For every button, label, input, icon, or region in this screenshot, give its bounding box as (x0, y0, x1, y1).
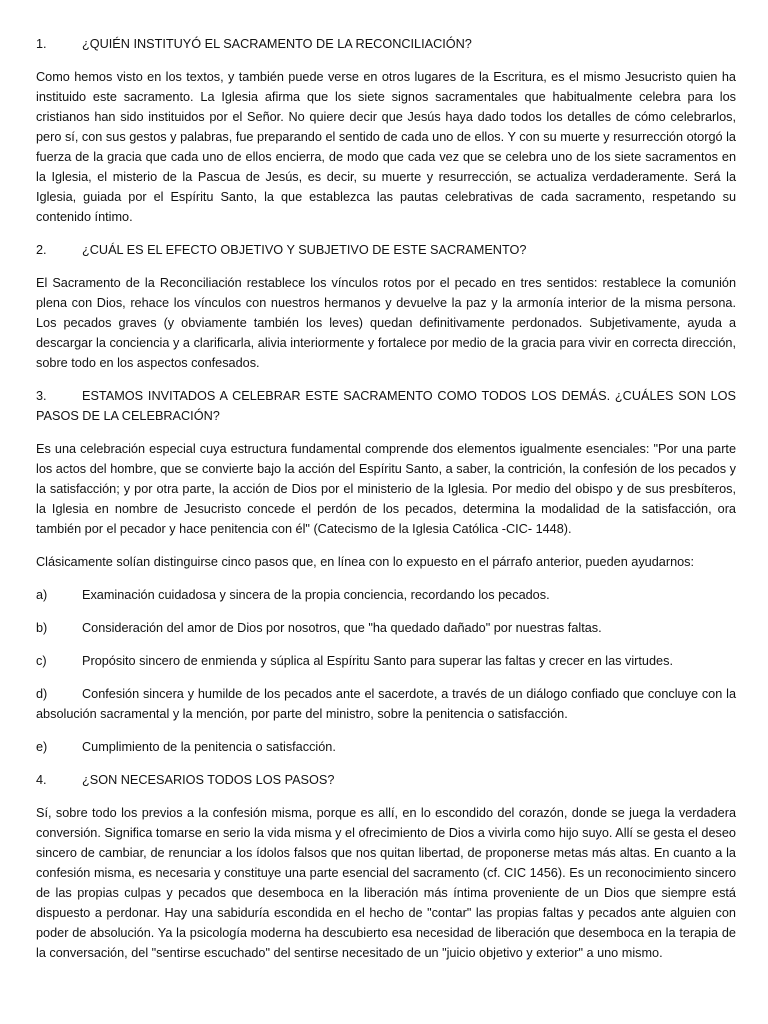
section-title: ¿CUÁL ES EL EFECTO OBJETIVO Y SUBJETIVO DE ESTE SACRAMENTO? (82, 243, 527, 257)
step-marker: c) (36, 654, 47, 668)
section-1-paragraph: Como hemos visto en los textos, y también puede verse en otros lugares de la Escritura, es el mismo Jesucristo quien ha instituido este sacramento. La Iglesia afirma que los siete signos sacramentales que habitualmente celebra para los cristianos han sido instituidos por el Señor. No quiere decir que Jesús haya dado todos los detalles de cómo celebrarlos, pero sí, con sus gestos y palabras, fue preparando el sentido de cada uno de ellos. Y con su muerte y resurrección otorgó la fuerza de la gracia que cada uno de ellos encierra, de modo que cada vez que se celebra uno de los siete sacramentos en la Iglesia, el misterio de la Pascua de Jesús, es decir, su muerte y resurrección, se actualiza verdaderamente. Será la Iglesia, guiada por el Espíritu Santo, la que establezca las pautas celebrativas de cada sacramento, respetando su contenido íntimo. (36, 70, 736, 224)
section-4-heading (36, 770, 736, 790)
section-3-paragraph-2: Clásicamente solían distinguirse cinco pasos que, en línea con lo expuesto en el párrafo anterior, pueden ayudarnos: (36, 555, 695, 569)
section-number: 3. (36, 389, 47, 403)
step-text: Propósito sincero de enmienda y súplica al Espíritu Santo para superar las faltas y crecer en las virtudes. (82, 654, 673, 668)
step-marker: a) (36, 588, 48, 602)
section-3-paragraph-1: Es una celebración especial cuya estructura fundamental comprende dos elementos igualmente esenciales: "Por una parte los actos del hombre, que se convierte bajo la acción del Espíritu Santo, a saber, la contrición, la confesión de los pecados y la satisfacción; y por otra parte, la acción de Dios por el ministerio de la Iglesia. Por medio del obispo y de sus presbíteros, la Iglesia en nombre de Jesucristo concede el perdón de los pecados, determina la modalidad de la satisfacción, ora también por el pecador y hace penitencia con él" (Catecismo de la Iglesia Católica -CIC- 1448). (36, 442, 736, 536)
step-item-a (36, 585, 736, 605)
step-text: Consideración del amor de Dios por nosotros, que "ha quedado dañado" por nuestras faltas. (82, 621, 602, 635)
step-item-e (36, 737, 736, 757)
step-item-d (36, 684, 736, 724)
step-marker: d) (36, 687, 48, 701)
step-item-b (36, 618, 736, 638)
step-item-c (36, 651, 736, 671)
section-number: 1. (36, 37, 47, 51)
step-text: Cumplimiento de la penitencia o satisfacción. (82, 740, 336, 754)
section-1-heading (36, 34, 736, 54)
section-title: ¿QUIÉN INSTITUYÓ EL SACRAMENTO DE LA RECONCILIACIÓN? (82, 37, 472, 51)
section-2-heading (36, 240, 736, 260)
section-4-paragraph: Sí, sobre todo los previos a la confesión misma, porque es allí, en lo escondido del corazón, donde se juega la verdadera conversión. Significa tomarse en serio la vida misma y el ofrecimiento de Dios a vivirla como hijo suyo. Allí se gesta el deseo sincero de cambiar, de renunciar a los ídolos falsos que nos quitan libertad, de proponerse metas más altas. En cuanto a la confesión misma, es necesaria y constituye una parte esencial del sacramento (cf. CIC 1456). Es un reconocimiento sincero de las propias culpas y pecados que desemboca en la liberación más íntima proveniente de un Dios que siempre está dispuesto a perdonar. Hay una sabiduría escondida en el hecho de "contar" las propias faltas y pecados ante alguien con poder de absolución. Ya la psicología moderna ha descubierto esa necesidad de liberación que desemboca en la terapia de la conversación, del "sentirse escuchado" del sentirse necesitado de un "juicio objetivo y exterior" a uno mismo. (36, 806, 736, 960)
step-marker: b) (36, 621, 48, 635)
section-3-heading (36, 386, 736, 426)
section-title: ESTAMOS INVITADOS A CELEBRAR ESTE SACRAMENTO COMO TODOS LOS DEMÁS. ¿CUÁLES SON LOS PASOS DE LA CELEBRACIÓN? (36, 389, 736, 423)
section-2-paragraph: El Sacramento de la Reconciliación restablece los vínculos rotos por el pecado en tres sentidos: restablece la comunión plena con Dios, rehace los vínculos con nuestros hermanos y devuelve la paz y la armonía interior de la misma persona. Los pecados graves (y obviamente también los leves) quedan definitivamente perdonados. Subjetivamente, ayuda a descargar la conciencia y a clarificarla, alivia interiormente y fortalece por medio de la gracia para vivir en correcta dirección, sobre todo en los aspectos confesados. (36, 276, 736, 370)
section-number: 2. (36, 243, 47, 257)
step-marker: e) (36, 740, 48, 754)
section-number: 4. (36, 773, 47, 787)
step-text: Confesión sincera y humilde de los pecados ante el sacerdote, a través de un diálogo confiado que concluye con la absolución sacramental y la mención, por parte del ministro, sobre la penitencia o satisfacción. (36, 687, 736, 721)
section-title: ¿SON NECESARIOS TODOS LOS PASOS? (82, 773, 335, 787)
step-text: Examinación cuidadosa y sincera de la propia conciencia, recordando los pecados. (82, 588, 550, 602)
